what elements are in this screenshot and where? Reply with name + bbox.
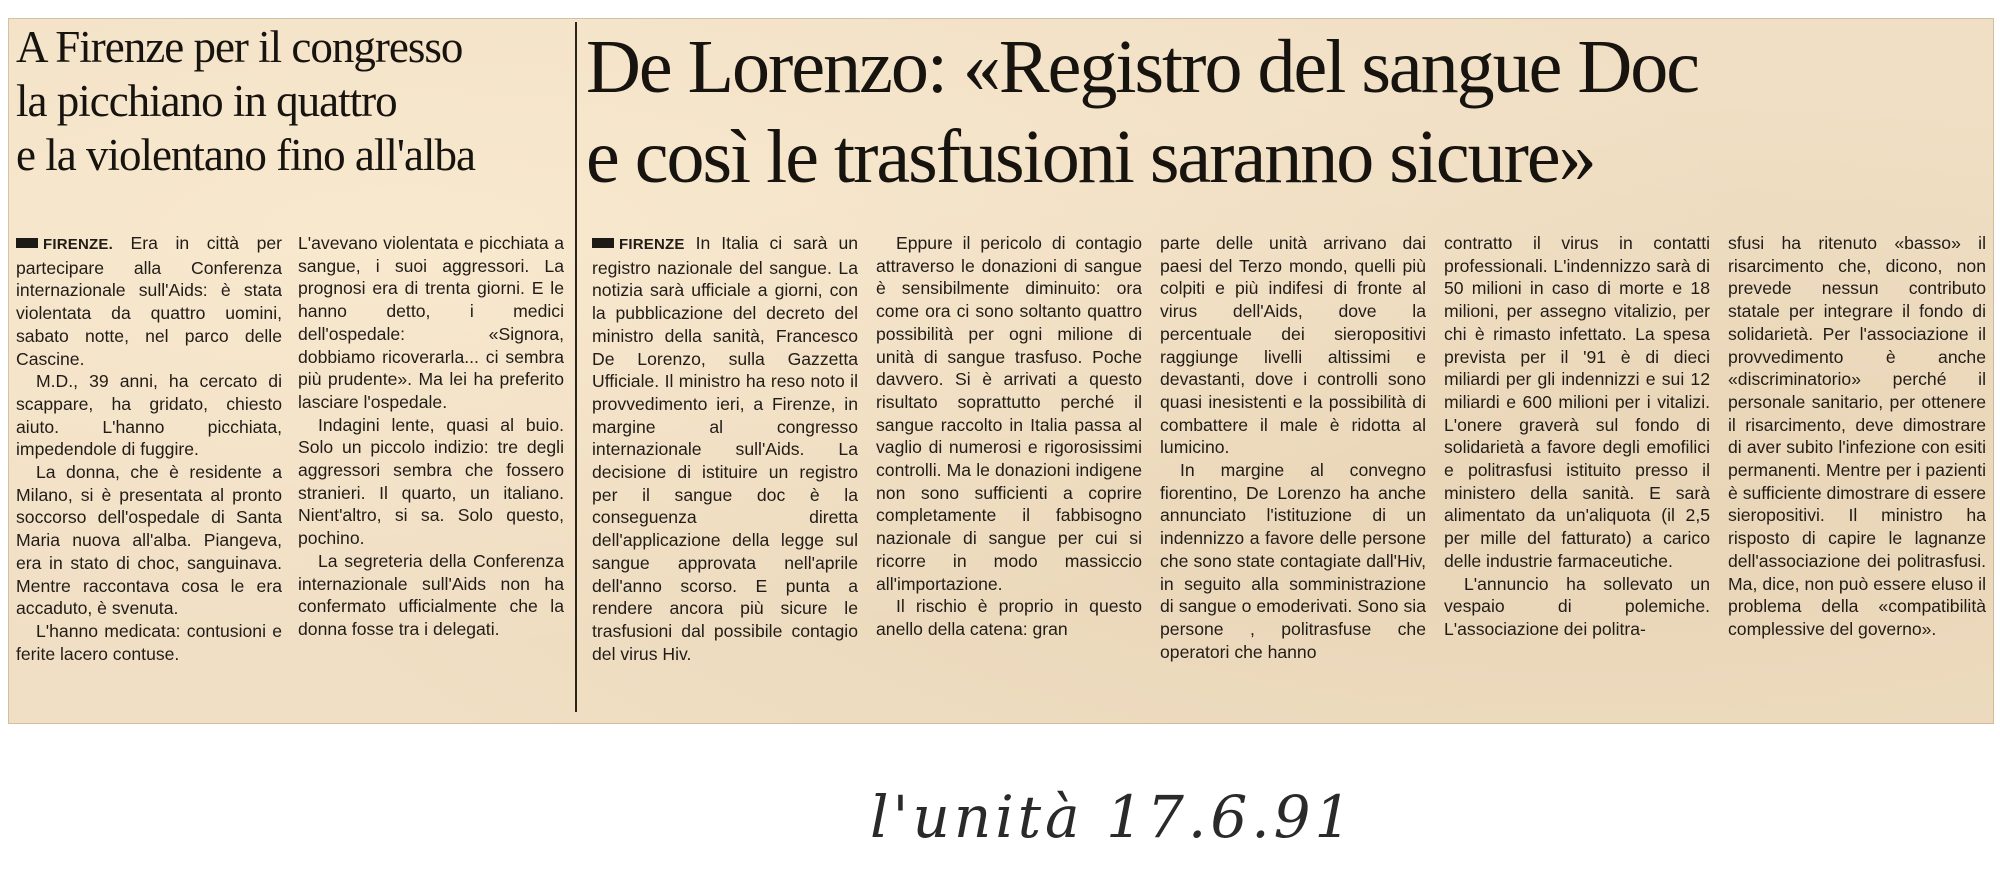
left-article-headline <box>16 20 576 182</box>
paragraph: sfusi ha ritenuto «basso» il risarcimento che, dicono, non prevede nessun contributo statale per integrare il fondo di solidarietà. Per l'associazione il provvedimento è anche «discriminatorio» perché il personale sanitario, per ottenere il risarcimento, deve dimostrare di aver subito l'infezione con esiti permanenti. Mentre per i pazienti è sufficiente dimostrare di essere sieropositivi. Il ministro ha risposto di capire le lagnanze dell'associazione dei politrasfusi. Ma, dice, non può essere eluso il problema della «compatibilità complessive del governo». <box>1728 233 1986 639</box>
newspaper-clipping <box>8 18 1994 724</box>
dateline-bullet-icon <box>16 238 38 248</box>
paragraph: La donna, che è residente a Milano, si è presentata al pronto soccorso dell'ospedale di Santa Maria nuova all'alba. Piangeva, era in stato di choc, sanguinava. Mentre raccontava cosa le era accaduto, è svenuta. <box>16 462 282 619</box>
paragraph-text: Era in città per partecipare alla Conferenza internazionale sull'Aids: è stata violentata da quattro uomini, sabato notte, nel parco delle Cascine. <box>16 233 282 369</box>
paragraph-text: In Italia ci sarà un registro nazionale del sangue. La notizia sarà ufficiale a giorni, con la pubblicazione del decreto del ministro della sanità, Francesco De Lorenzo, sulla Gazzetta Ufficiale. Il ministro ha reso noto il provvedimento ieri, a Firenze, in margine al congresso internazionale sull'Aids. La decisione di istituire un registro per il sangue doc è la conseguenza diretta dell'applicazione della legge sul sangue approvata nell'aprile dell'anno scorso. E punta a rendere ancora più sicure le trasfusioni dal possibile contagio del virus Hiv. <box>592 233 858 664</box>
paragraph: L'avevano violentata e picchiata a sangue, i suoi aggressori. La prognosi era di trenta giorni. E le hanno detto, i medici dell'ospedale: «Signora, dobbiamo ricoverarla... ci sembra più prudente». Ma lei ha preferito lasciare l'ospedale. <box>298 233 564 412</box>
main-article-column-2 <box>876 232 1142 712</box>
main-article-headline <box>586 22 1986 202</box>
paragraph: In margine al convegno fiorentino, De Lorenzo ha anche annunciato l'istituzione di un indennizzo a favore delle persone che sono state contagiate dall'Hiv, in seguito alla somministrazione di sangue o emoderivati. Sono sia persone , politrasfuse che operatori che hanno <box>1160 460 1426 662</box>
main-headline-line-1: De Lorenzo: «Registro del sangue Doc <box>586 25 1698 109</box>
main-article-column-5 <box>1728 232 1986 712</box>
paragraph: contratto il virus in contatti professionali. L'indennizzo sarà di 50 milioni in caso di morte e 18 milioni, per assegno vitalizio, per chi è rimasto infettato. La spesa prevista per il '91 è di dieci miliardi per gli indennizzi e sui 12 miliardi e 600 milioni per i vitalizi. L'onere graverà sul fondo di solidarietà a favore degli emofilici e politrasfusi istituito presso il ministero della sanità. E sarà alimentato da un'aliquota (il 2,5 per mille del fatturato) a carico delle industrie farmaceutiche. <box>1444 233 1710 571</box>
left-headline-line-2: la picchiano in quattro <box>16 76 397 126</box>
main-dateline: FIRENZE <box>619 236 685 253</box>
paragraph: parte delle unità arrivano dai paesi del Terzo mondo, quelli più colpiti e più indifesi di fronte al virus dell'Aids, dove la percentuale dei sieropositivi raggiunge livelli altissimi e devastanti, dove i controlli sono quasi inesistenti e la possibilità di combattere il male è ridotta al lumicino. <box>1160 233 1426 458</box>
left-article-column-2 <box>298 232 564 712</box>
dateline-bullet-icon <box>592 238 614 248</box>
paragraph: M.D., 39 anni, ha cercato di scappare, ha gridato, chiesto aiuto. L'hanno picchiata, impedendole di fuggire. <box>16 371 282 460</box>
paragraph: L'hanno medicata: contusioni e ferite lacero contuse. <box>16 620 282 664</box>
paragraph <box>592 232 858 665</box>
main-article-column-3 <box>1160 232 1426 712</box>
paragraph: Il rischio è proprio in questo anello della catena: gran <box>876 596 1142 639</box>
article-divider <box>575 22 577 712</box>
main-headline-line-2: e così le trasfusioni saranno sicure» <box>586 115 1595 199</box>
left-headline-line-1: A Firenze per il congresso <box>16 22 463 72</box>
left-dateline: FIRENZE. <box>43 236 113 253</box>
left-headline-line-3: e la violentano fino all'alba <box>16 130 475 180</box>
paragraph: Indagini lente, quasi al buio. Solo un piccolo indizio: tre degli aggressori sembra che fossero stranieri. Il quarto, un italiano. Nient'altro, si sa. Solo questo, pochino. <box>298 414 564 549</box>
handwritten-date-note <box>860 765 1420 875</box>
main-article-column-1 <box>592 232 858 712</box>
paragraph: La segreteria della Conferenza internazionale sull'Aids non ha confermato ufficialmente che la donna fosse tra i delegati. <box>298 550 564 639</box>
paragraph: L'annuncio ha sollevato un vespaio di polemiche. L'associazione dei politra- <box>1444 573 1710 639</box>
handwritten-note-text: l'unità 17.6.91 <box>870 783 1356 851</box>
paragraph <box>16 232 282 370</box>
left-article-column-1 <box>16 232 282 712</box>
main-article-column-4 <box>1444 232 1710 712</box>
paragraph: Eppure il pericolo di contagio attraverso le donazioni di sangue è sensibilmente diminuito: ora come ora ci sono soltanto quattro possibilità per ogni milione di unità di sangue trasfuso. Poche davvero. Si è arrivati a questo risultato soprattutto perché il sangue raccolto in Italia passa al vaglio di numerosi e rigorosissimi controlli. Ma le donazioni indigene non sono sufficienti a coprire completamente il fabbisogno nazionale di sangue per cui si ricorre in modo massiccio all'importazione. <box>876 233 1142 594</box>
